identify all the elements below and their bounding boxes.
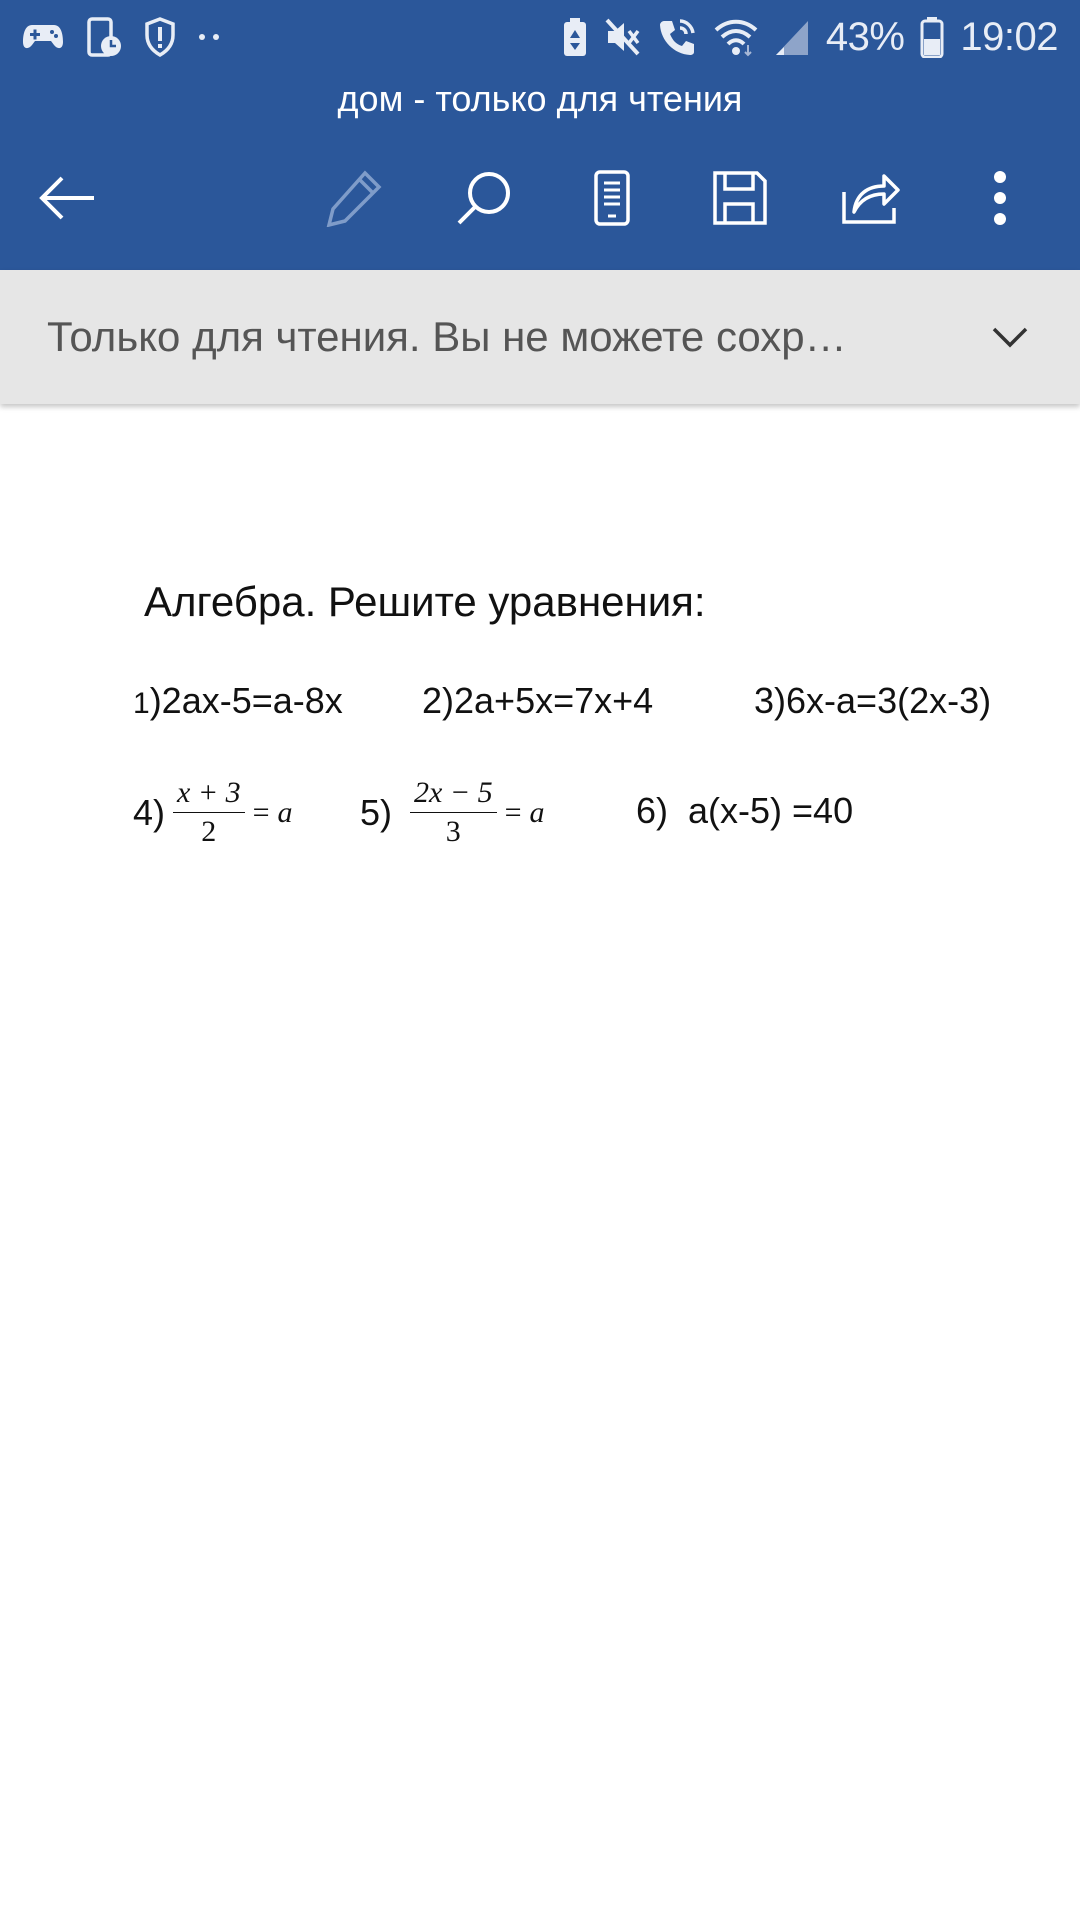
equation-5-denominator: 3 [445, 815, 461, 848]
wifi-icon [714, 17, 758, 57]
battery-saver-icon [562, 17, 588, 57]
equation-4-numerator: x + 3 [173, 776, 245, 813]
wifi-call-icon [658, 17, 698, 57]
equation-2: 2)2а+5х=7х+4 [422, 680, 654, 721]
shield-icon [144, 17, 176, 57]
equation-1-body: )2ах-5=а-8х [149, 680, 343, 721]
document-title: дом - только для чтения [337, 78, 743, 119]
search-button[interactable] [442, 158, 526, 242]
status-bar [0, 0, 1080, 74]
equation-5-rhs: a [529, 795, 545, 829]
equals-sign: = [252, 795, 270, 829]
equation-5-numerator: 2x − 5 [410, 776, 497, 813]
equation-3: 3)6х-а=3(2х-3) [754, 680, 992, 721]
back-arrow-icon [38, 174, 98, 226]
equation-4 [133, 776, 293, 849]
equation-1-number: 1 [133, 687, 150, 720]
equation-5-label: 5) [360, 791, 393, 833]
edit-pencil-icon [325, 169, 383, 231]
read-only-message: Только для чтения. Вы не можете сохр… [47, 313, 847, 360]
phone-clock-icon [86, 16, 122, 58]
equation-4-denominator: 2 [201, 815, 217, 848]
battery-icon [920, 16, 944, 58]
mute-icon [604, 17, 642, 57]
back-button[interactable] [26, 158, 110, 242]
edit-button[interactable] [312, 158, 396, 242]
search-icon [455, 169, 513, 231]
battery-percent: 43% [825, 14, 905, 59]
mobile-view-button[interactable] [570, 158, 654, 242]
mobile-view-icon [592, 169, 632, 231]
app-header [0, 0, 1080, 270]
equation-6: 6) а(х-5) =40 [636, 790, 854, 831]
equation-5 [360, 776, 545, 849]
chevron-down-icon[interactable] [980, 307, 1040, 367]
share-button[interactable] [828, 158, 912, 242]
toolbar [0, 158, 1080, 242]
share-icon [840, 170, 900, 230]
equation-4-fraction [173, 776, 245, 849]
more-dots-icon [198, 32, 222, 42]
more-vertical-icon [993, 170, 1007, 230]
equation-4-rhs: a [277, 795, 293, 829]
clock: 19:02 [960, 14, 1058, 59]
more-options-button[interactable] [958, 158, 1042, 242]
save-icon [712, 170, 768, 230]
equation-5-fraction [410, 776, 497, 849]
read-only-banner[interactable] [0, 270, 1080, 404]
equals-sign: = [504, 795, 522, 829]
equation-1 [133, 680, 343, 722]
save-button[interactable] [698, 158, 782, 242]
document-heading: Алгебра. Решите уравнения: [144, 578, 706, 625]
equation-4-label: 4) [133, 791, 166, 833]
gamepad-icon [22, 22, 64, 52]
signal-icon [774, 17, 810, 57]
